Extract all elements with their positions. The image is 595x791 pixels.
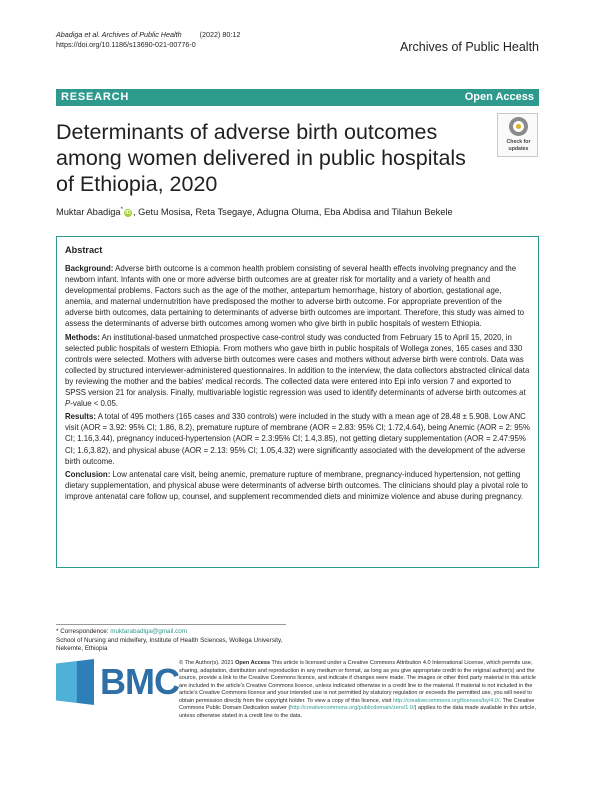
- bmc-mark-icon: [56, 659, 94, 705]
- open-access-text: Open Access: [235, 660, 271, 666]
- abstract-methods: [65, 332, 530, 410]
- correspondence-marker: *: [120, 207, 123, 213]
- license-text-2: . The Creative Commons Public Domain Dedication waiver (: [179, 697, 535, 712]
- conclusion-label: Conclusion:: [65, 469, 111, 479]
- year-volume: (2022) 80:12: [199, 30, 241, 39]
- conclusion-text: Low antenatal care visit, being anemic, premature rupture of membrane, pregnancy-induced hypertension, not getting dietary supplementation, and physical abuse were determinants of adverse birth outcomes. The clinicians should play a pivotal role to improve antenatal care follow up, counsel, and supplement recommended diets and minimize violence and abuse during pregnancy.: [65, 469, 528, 501]
- abstract-heading: Abstract: [65, 245, 103, 255]
- orcid-icon[interactable]: iD: [125, 210, 131, 217]
- citation-text: Abadiga et al. Archives of Public Health: [56, 30, 182, 39]
- corresponding-author: Muktar Abadiga: [56, 207, 121, 218]
- methods-text-end: -value < 0.05.: [70, 399, 118, 409]
- other-authors: , Getu Mosisa, Reta Tsegaye, Adugna Oluma, Eba Abdisa and Tilahun Bekele: [132, 207, 453, 218]
- correspondence-note: [56, 628, 296, 654]
- bmc-wordmark: BMC: [100, 661, 179, 702]
- running-header: [56, 30, 240, 50]
- abstract-conclusion: [65, 469, 530, 502]
- background-text: Adverse birth outcome is a common health problem consisting of several health effects involving pregnancy and the newborn infant. Infants with one or more adverse birth outcomes are at greater risk for mortality and a variety of health and developmental problems. Factors such as the age of the mother, antepartum hemorrhage, history of abortion, gestational age, anemia, and maternal undernutrition have predisposed the mother to adverse birth outcome. For appropriate prevention of the adverse birth outcomes, data pertaining to determinants of adverse birth outcomes are important. Therefore, this study was aimed to assess the determinants of adverse birth outcomes among women who give birth in public hospitals of western Ethiopia.: [65, 264, 524, 329]
- footnote-divider: [56, 624, 286, 625]
- journal-name: Archives of Public Health: [400, 40, 539, 54]
- methods-label: Methods:: [65, 332, 100, 342]
- author-affiliation: School of Nursing and midwifery, Institute of Health Sciences, Wollega University, Nekemte, Ethiopia: [56, 636, 283, 653]
- bmc-logo: [56, 659, 179, 705]
- section-banner: [56, 89, 539, 106]
- doi-link[interactable]: https://doi.org/10.1186/s13690-021-00776-0: [56, 40, 196, 49]
- abstract-results: [65, 411, 530, 466]
- section-label: RESEARCH: [61, 91, 130, 103]
- abstract-box: [56, 236, 539, 568]
- methods-p-symbol: P: [65, 399, 71, 409]
- open-access-label: Open Access: [464, 91, 534, 103]
- cc-zero-link[interactable]: http://creativecommons.org/publicdomain/zero/1.0/: [290, 705, 415, 712]
- article-title: Determinants of adverse birth outcomes among women delivered in public hospitals of Ethiopia, 2020: [56, 120, 466, 196]
- background-label: Background:: [65, 264, 114, 273]
- copyright-text: © The Author(s). 2021: [179, 660, 234, 666]
- badge-line2: updates: [508, 146, 529, 152]
- license-statement: [179, 660, 541, 720]
- license-text-3: ) applies to the data made available in this article, unless otherwise stated in a credit line to the data.: [179, 705, 537, 719]
- license-text-1: This article is licensed under a Creative Commons Attribution 4.0 International License, which permits use, sharing, adaptation, distribution and reproduction in any medium or format, as long as you give appropriate credit to the original author(s) and the source, provide a link to the Creative Commons licence, and indicate if changes were made. The images or other third party material in this article are included in the article's Creative Commons licence, unless indicated otherwise in a credit line to the material. If material is not included in the article's Creative Commons licence and your intended use is not permitted by statutory regulation or exceeds the permitted use, you will need to obtain permission directly from the copyright holder. To view a copy of this licence, visit: [179, 660, 536, 704]
- correspondence-email[interactable]: muktarabadiga@gmail.com: [110, 628, 188, 635]
- results-label: Results:: [65, 412, 96, 422]
- correspondence-label: * Correspondence:: [56, 628, 109, 635]
- results-text: A total of 495 mothers (165 cases and 330 controls) were included in the study with a mean age of 28.48 ± 5.908. Low ANC visit (AOR = 3.92: 95% CI; 1.86, 8.2), premature rupture of membrane (AOR = 2.83: 95% CI; 1.72,4.64), being Anemic (AOR = 2: 95% CI; 1.16,3.44), pregnancy induced-hypertension (AOR = 2.3:95% CI; 1.4,3.85), not getting dietary supplementation (AOR = 2.47:95% CI; 1.6,3.82), and physical abuse (AOR = 2.13: 95% CI; 1.05,4.32) were significantly associated with the development of the adverse birth outcome.: [65, 412, 530, 466]
- abstract-background: [65, 263, 530, 330]
- check-for-updates-button[interactable]: [497, 113, 538, 157]
- crossmark-icon: [509, 117, 528, 136]
- badge-line1: Check for: [506, 139, 531, 145]
- methods-text: An institutional-based unmatched prospective case-control study was conducted from February 15 to April 15, 2020, in selected public hospitals of western Ethiopia. From mothers who gave birth in public hospitals of Wollega zones, 165 cases and 330 controls were selected. Mothers with adverse birth outcomes were cases and mothers without adverse birth were controls. Data was collected by structured interviewer-administered questionnaires. In addition to the interview, the data collectors abstracted clinical data by reviewing the mother and the babies' medical records. The collected data were entered into Epi info version 7 and exported to SPSS version 21 for analysis. Finally, multivariable logistic regression was used to identify determinants of adverse birth outcomes at: [65, 332, 530, 398]
- cc-by-link[interactable]: http://creativecommons.org/licenses/by/4.0/: [392, 697, 500, 704]
- author-list: [56, 207, 453, 217]
